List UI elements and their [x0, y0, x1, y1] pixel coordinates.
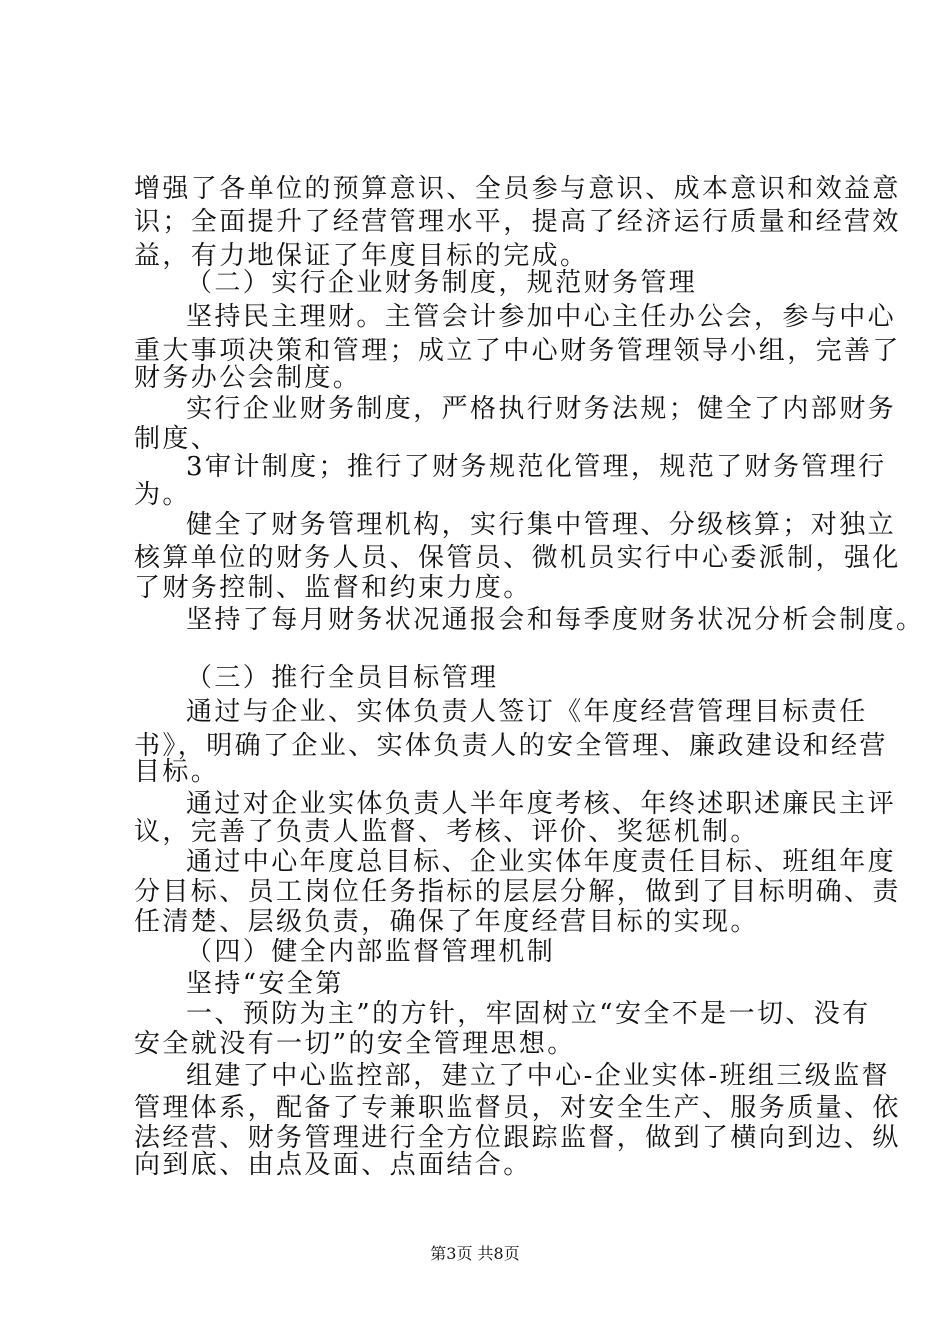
section-heading: （四）健全内部监督管理机制 [186, 937, 556, 967]
text-line: 组建了中心监控部，建立了中心-企业实体-班组三级监督 [186, 1061, 890, 1091]
text-line: 任清楚、层级负责，确保了年度经营目标的实现。 [134, 907, 759, 937]
section-heading: （二）实行企业财务制度，规范财务管理 [186, 268, 698, 298]
text-line: 坚持了每月财务状况通报会和每季度财务状况分析会制度。 [186, 605, 925, 635]
text-line: 管理体系，配备了专兼职监督员，对安全生产、服务质量、依 [134, 1093, 901, 1123]
text-line: 为。 [134, 480, 191, 510]
text-line: 议，完善了负责人监督、考核、评价、奖惩机制。 [134, 817, 759, 847]
text-line: 重大事项决策和管理；成立了中心财务管理领导小组，完善了 [134, 336, 901, 366]
text-line: 通过中心年度总目标、企业实体年度责任目标、班组年度 [186, 847, 897, 877]
text-line: 目标。 [134, 757, 220, 787]
section-heading: （三）推行全员目标管理 [186, 663, 499, 693]
text-line: 制度、 [134, 424, 220, 454]
text-line: 坚持“安全第 [186, 969, 344, 999]
text-line: 3审计制度；推行了财务规范化管理，规范了财务管理行 [186, 452, 887, 482]
text-line: 了财务控制、监督和约束力度。 [134, 573, 532, 603]
text-line: 安全就没有一切”的安全管理思想。 [134, 1029, 576, 1059]
text-line: 识；全面提升了经营管理水平，提高了经济运行质量和经营效 [134, 207, 901, 237]
text-line: 分目标、员工岗位任务指标的层层分解，做到了目标明确、责 [134, 877, 901, 907]
text-line: 健全了财务管理机构，实行集中管理、分级核算；对独立 [186, 510, 897, 540]
text-line: 核算单位的财务人员、保管员、微机员实行中心委派制，强化 [134, 543, 901, 573]
text-line: 书》，明确了企业、实体负责人的安全管理、廉政建设和经营 [134, 731, 888, 761]
text-line: 通过与企业、实体负责人签订《年度经营管理目标责任 [186, 697, 868, 727]
text-line: 益，有力地保证了年度目标的完成。 [134, 241, 589, 271]
text-line: 法经营、财务管理进行全方位跟踪监督，做到了横向到边、纵 [134, 1123, 901, 1153]
text-line: 坚持民主理财。主管会计参加中心主任办公会，参与中心 [186, 302, 897, 332]
text-line: 通过对企业实体负责人半年度考核、年终述职述廉民主评 [186, 789, 897, 819]
text-line: 财务办公会制度。 [134, 363, 362, 393]
text-line: 实行企业财务制度，严格执行财务法规；健全了内部财务 [186, 394, 897, 424]
text-line: 向到底、由点及面、点面结合。 [134, 1150, 532, 1180]
text-line: 一、预防为主”的方针，牢固树立“安全不是一切、没有 [186, 999, 871, 1029]
page-footer: 第3页 共8页 [430, 1244, 520, 1263]
text-line: 增强了各单位的预算意识、全员参与意识、成本意识和效益意 [134, 174, 901, 204]
